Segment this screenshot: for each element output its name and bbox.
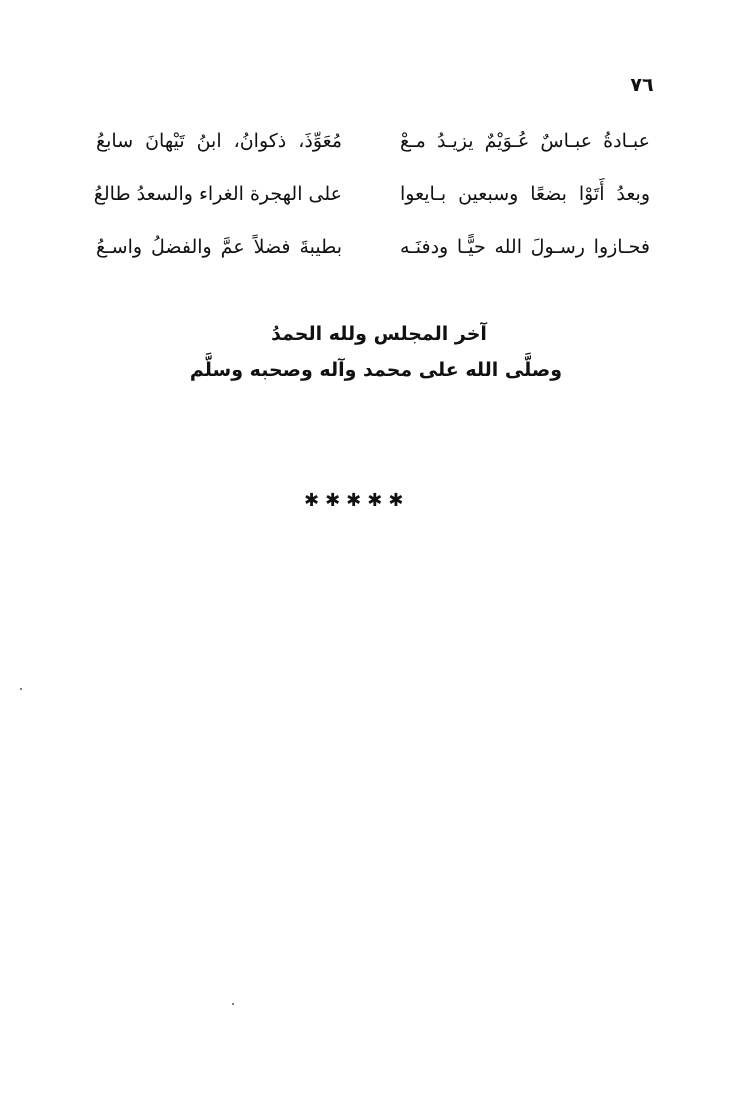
closing-line-2: وصلَّى الله على محمد وآله وصحبه وسلَّم [189,359,563,381]
scan-speck [232,1003,234,1005]
scan-speck [20,688,22,690]
verse-3-first-hemistich: فحـازوا رسـولَ الله حيًّـا ودفنَـه [400,236,650,258]
poem [93,126,650,285]
verse-3-second-hemistich: بطيبةَ فضلاً عمَّ والفضلُ واسـعُ [96,236,342,258]
section-end-ornament: ✱✱✱✱✱ [304,490,410,511]
verse-2 [93,179,650,232]
closing-formula [0,316,752,388]
verse-1-first-hemistich: عبـادةُ عبـاسٌ عُـوَيْمٌ يزيـدُ مـعْ [400,130,650,152]
page-number: ٧٦ [630,74,654,96]
closing-line-1: آخر المجلس ولله الحمدُ [271,323,487,345]
verse-1 [96,126,650,179]
verse-1-second-hemistich: مُعَوِّذَ، ذكوانُ، ابنُ تَيْهانَ سابعُ [96,130,342,152]
verse-2-second-hemistich: على الهجرة الغراء والسعدُ طالعُ [93,183,342,205]
verse-3 [96,232,650,285]
verse-2-first-hemistich: وبعدُ أَتَوْا بضعًا وسبعين بـايعوا [400,183,650,205]
